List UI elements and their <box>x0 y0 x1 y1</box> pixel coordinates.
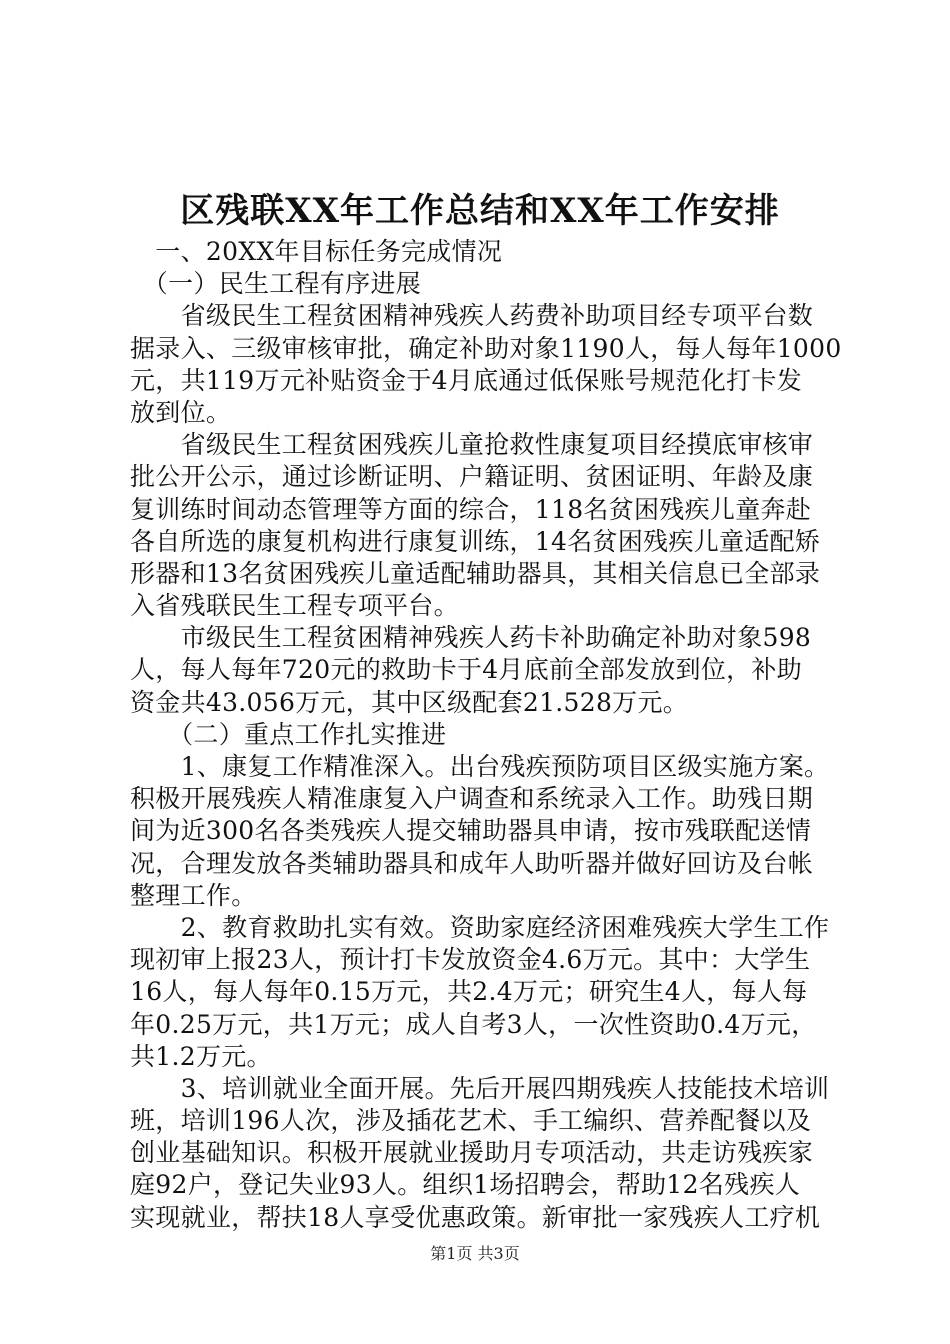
text-line: 共1.2万元。 <box>130 1041 272 1071</box>
text-line: 批公开公示，通过诊断证明、户籍证明、贫困证明、年龄及康 <box>130 462 814 492</box>
text-line: 省级民生工程贫困精神残疾人药费补助项目经专项平台数 <box>130 301 814 331</box>
text-line: 积极开展残疾人精准康复入户调查和系统录入工作。助残日期 <box>130 784 814 814</box>
text-line: 市级民生工程贫困精神残疾人药卡补助确定补助对象598 <box>130 623 812 653</box>
text-line: 复训练时间动态管理等方面的综合，118名贫困残疾儿童奔赴 <box>130 494 812 524</box>
text-line: 省级民生工程贫困残疾儿童抢救性康复项目经摸底审核审 <box>130 430 814 460</box>
text-line: 整理工作。 <box>130 880 257 910</box>
text-line: 据录入、三级审核审批，确定补助对象1190人，每人每年1000 <box>130 333 842 363</box>
text-line: 现初审上报23人，预计打卡发放资金4.6万元。其中：大学生 <box>130 945 811 975</box>
text-line: 实现就业，帮扶18人享受优惠政策。新审批一家残疾人工疗机 <box>130 1202 821 1232</box>
text-line: 人，每人每年720元的救助卡于4月底前全部发放到位，补助 <box>130 655 803 685</box>
text-line: 况，合理发放各类辅助器具和成年人助听器并做好回访及台帐 <box>130 848 814 878</box>
text-line: 年0.25万元，共1万元；成人自考3人，一次性资助0.4万元， <box>130 1009 817 1039</box>
document-title: 区残联XX年工作总结和XX年工作安排 <box>180 191 780 231</box>
page-footer: 第1页 共3页 <box>430 1244 520 1263</box>
text-line: 2、教育救助扎实有效。资助家庭经济困难残疾大学生工作 <box>130 912 830 942</box>
text-line: 放到位。 <box>130 397 232 427</box>
text-line: 班，培训196人次，涉及插花艺术、手工编织、营养配餐以及 <box>130 1106 812 1136</box>
text-line: 一、20XX年目标任务完成情况 <box>130 237 503 266</box>
text-line: 入省残联民生工程专项平台。 <box>130 591 459 621</box>
text-line: 16人，每人每年0.15万元，共2.4万元；研究生4人，每人每 <box>130 977 808 1007</box>
document-body <box>130 236 842 1234</box>
text-line: 3、培训就业全面开展。先后开展四期残疾人技能技术培训 <box>130 1073 830 1103</box>
text-line: （二）重点工作扎实推进 <box>130 719 447 749</box>
text-line: 各自所选的康复机构进行康复训练，14名贫困残疾儿童适配矫 <box>130 526 821 556</box>
text-line: 庭92户，登记失业93人。组织1场招聘会，帮助12名残疾人 <box>130 1170 801 1200</box>
text-line: （一）民生工程有序进展 <box>130 269 422 299</box>
text-line: 形器和13名贫困残疾儿童适配辅助器具，其相关信息已全部录 <box>130 558 821 588</box>
text-line: 资金共43.056万元，其中区级配套21.528万元。 <box>130 687 689 717</box>
text-line: 间为近300名各类残疾人提交辅助器具申请，按市残联配送情 <box>130 816 812 846</box>
text-line: 创业基础知识。积极开展就业援助月专项活动，共走访残疾家 <box>130 1138 814 1168</box>
text-line: 元，共119万元补贴资金于4月底通过低保账号规范化打卡发 <box>130 365 803 395</box>
text-line: 1、康复工作精准深入。出台残疾预防项目区级实施方案。 <box>130 752 830 781</box>
